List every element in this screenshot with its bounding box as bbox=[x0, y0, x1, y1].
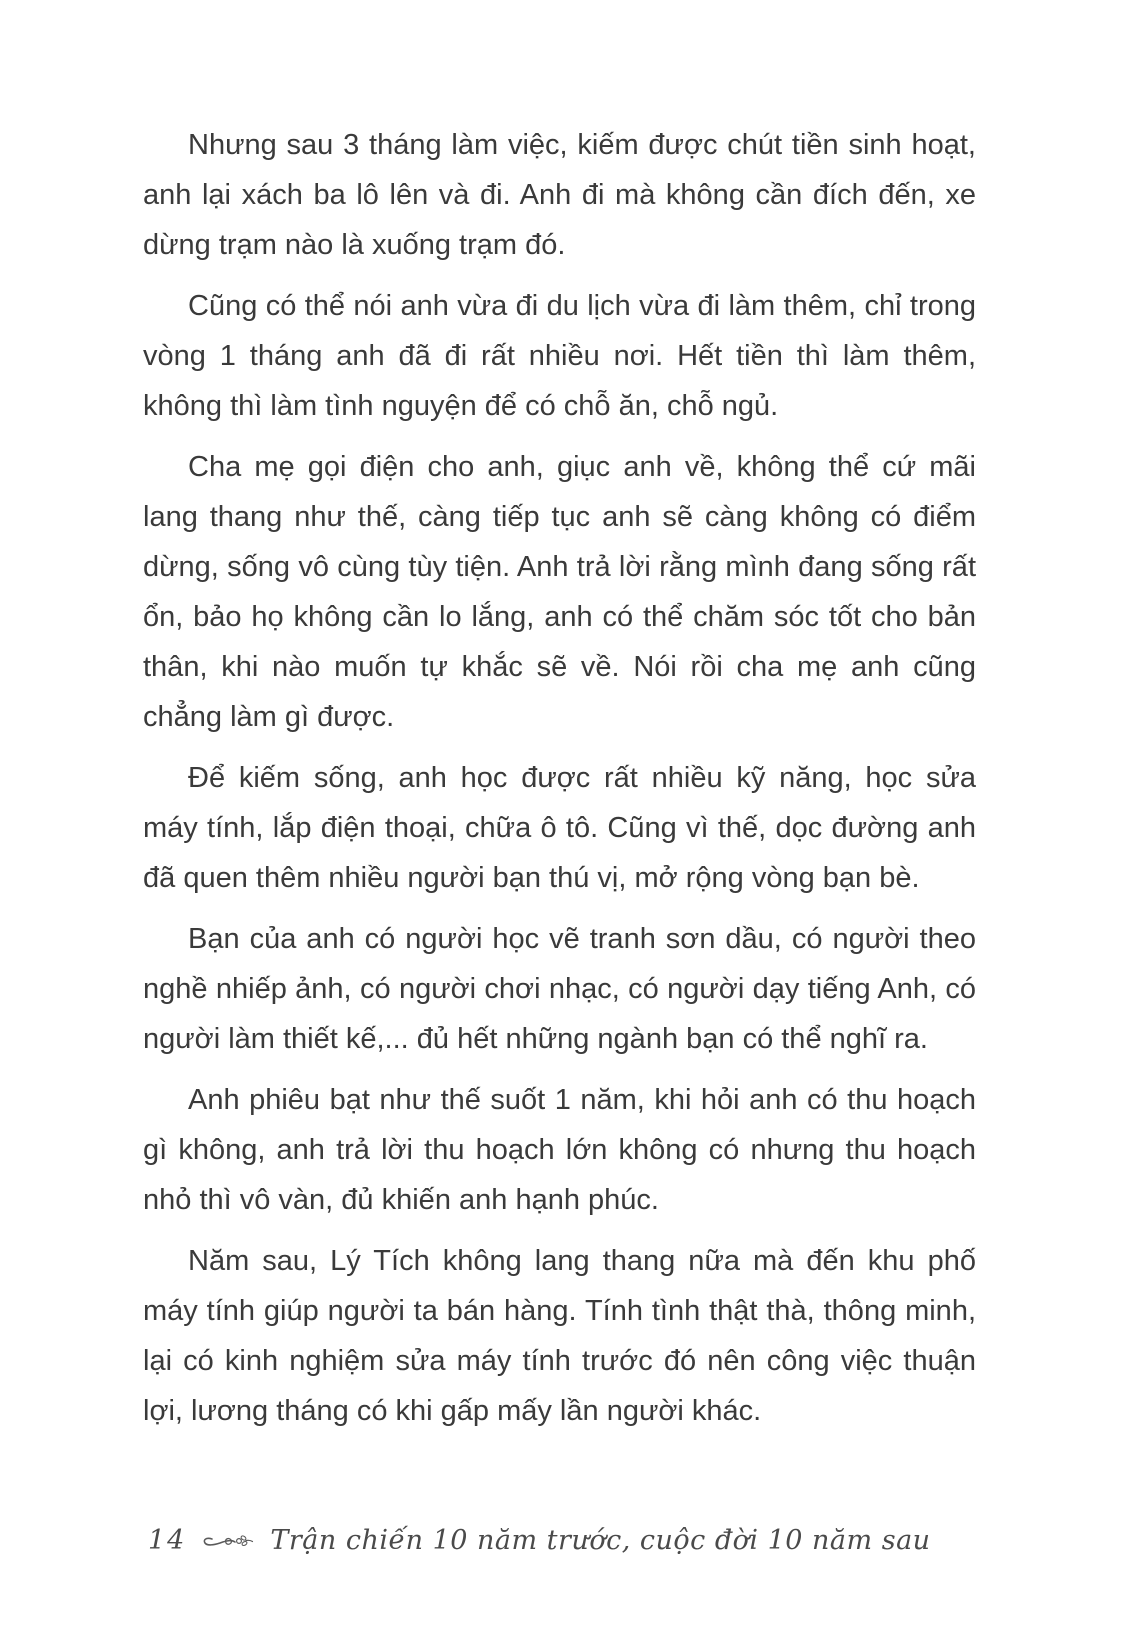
paragraph: Bạn của anh có người học vẽ tranh sơn dầu, có người theo nghề nhiếp ảnh, có người chơi nhạc, có người dạy tiếng Anh, có người làm thiết kế,... đủ hết những ngành bạn có thể nghĩ ra. bbox=[143, 923, 976, 1055]
page-number: 14 bbox=[148, 1525, 187, 1556]
paragraph: Cha mẹ gọi điện cho anh, giục anh về, không thể cứ mãi lang thang như thế, càng tiếp tục anh sẽ càng không có điểm dừng, sống vô cùng tùy tiện. Anh trả lời rằng mình đang sống rất ổn, bảo họ không cần lo lắng, anh có thể chăm sóc tốt cho bản thân, khi nào muốn tự khắc sẽ về. Nói rồi cha mẹ anh cũng chẳng làm gì được. bbox=[143, 451, 976, 733]
paragraph: Anh phiêu bạt như thế suốt 1 năm, khi hỏi anh có thu hoạch gì không, anh trả lời thu hoạch lớn không có nhưng thu hoạch nhỏ thì vô vàn, đủ khiến anh hạnh phúc. bbox=[143, 1084, 976, 1216]
page-body-text bbox=[143, 120, 976, 1447]
footer-book-title: Trận chiến 10 năm trước, cuộc đời 10 năm sau bbox=[270, 1525, 931, 1556]
page-footer bbox=[148, 1522, 931, 1559]
paragraph: Năm sau, Lý Tích không lang thang nữa mà đến khu phố máy tính giúp người ta bán hàng. Tính tình thật thà, thông minh, lại có kinh nghiệm sửa máy tính trước đó nên công việc thuận lợi, lương tháng có khi gấp mấy lần người khác. bbox=[143, 1245, 976, 1427]
flourish-swirl-icon bbox=[202, 1528, 254, 1559]
paragraph: Nhưng sau 3 tháng làm việc, kiếm được chút tiền sinh hoạt, anh lại xách ba lô lên và đi. Anh đi mà không cần đích đến, xe dừng trạm nào là xuống trạm đó. bbox=[143, 129, 976, 261]
paragraph: Để kiếm sống, anh học được rất nhiều kỹ năng, học sửa máy tính, lắp điện thoại, chữa ô tô. Cũng vì thế, dọc đường anh đã quen thêm nhiều người bạn thú vị, mở rộng vòng bạn bè. bbox=[143, 762, 976, 894]
paragraph: Cũng có thể nói anh vừa đi du lịch vừa đi làm thêm, chỉ trong vòng 1 tháng anh đã đi rất nhiều nơi. Hết tiền thì làm thêm, không thì làm tình nguyện để có chỗ ăn, chỗ ngủ. bbox=[143, 290, 976, 422]
